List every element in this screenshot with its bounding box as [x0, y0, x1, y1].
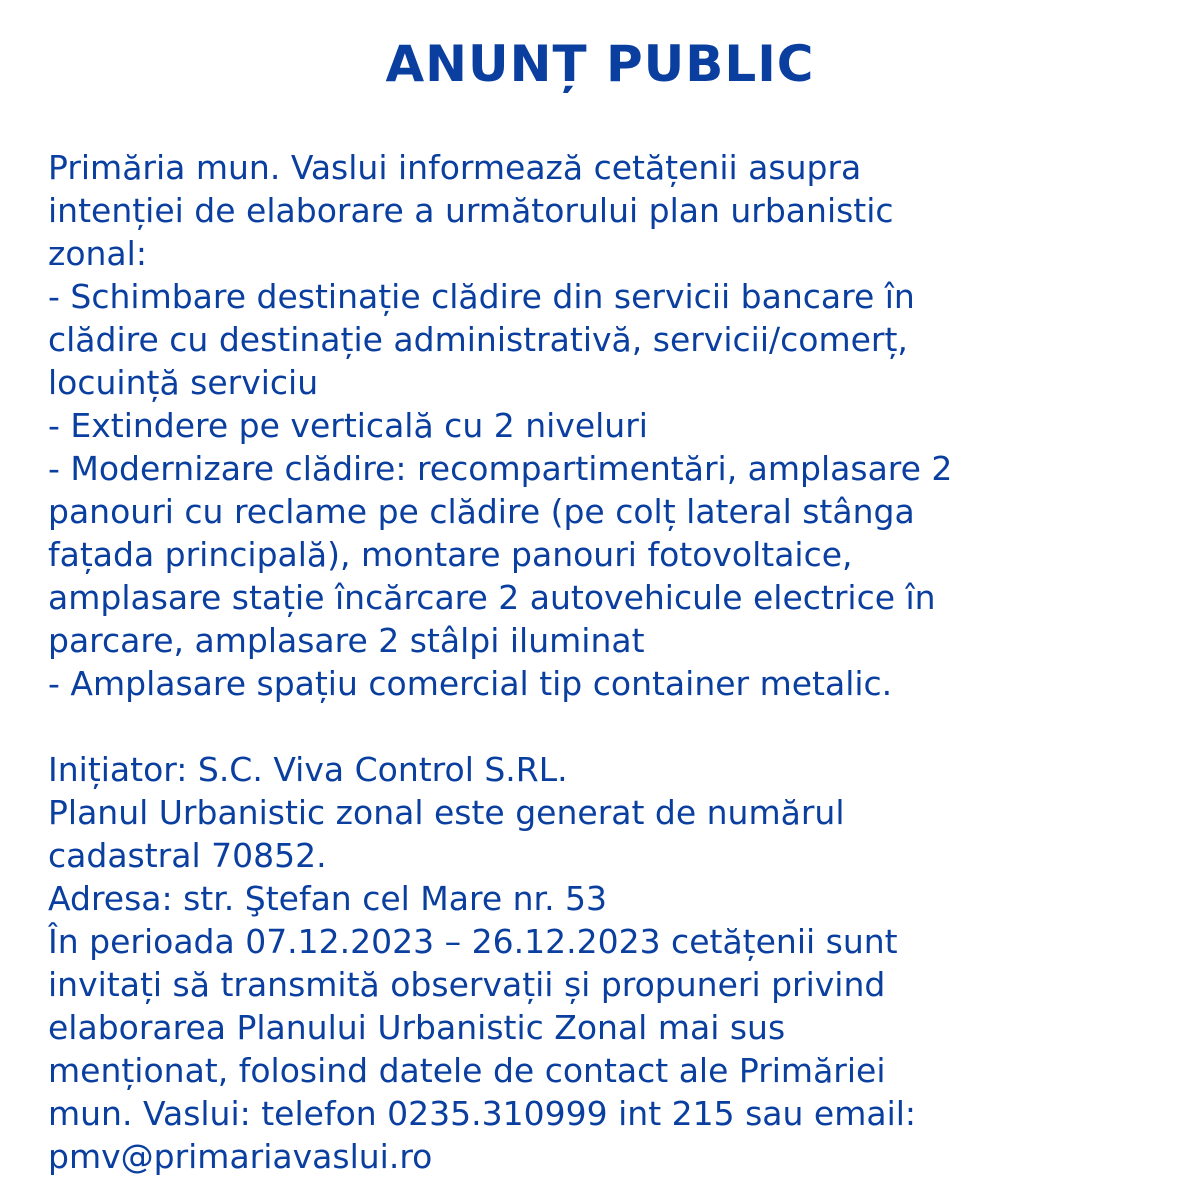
contact-email: pmv@primariavaslui.ro — [48, 1137, 433, 1176]
announcement-line: elaborarea Planului Urbanistic Zonal mai sus — [48, 1008, 786, 1047]
announcement-line: intenției de elaborare a următorului plan urbanistic — [48, 191, 894, 230]
initiator-line: Inițiator: S.C. Viva Control S.RL. — [48, 750, 568, 789]
announcement-intro-block — [48, 146, 1178, 705]
announcement-line: amplasare stație încărcare 2 autovehicule electrice în — [48, 578, 936, 617]
announcement-line: - Amplasare spațiu comercial tip container metalic. — [48, 664, 893, 703]
announcement-details-block — [48, 748, 1178, 1178]
announcement-title: ANUNȚ PUBLIC — [385, 35, 815, 93]
announcement-line: - Schimbare destinație clădire din servicii bancare în — [48, 277, 915, 316]
paragraph-gap — [48, 705, 1178, 748]
announcement-line: - Extindere pe verticală cu 2 niveluri — [48, 406, 648, 445]
announcement-line: Primăria mun. Vaslui informează cetățenii asupra — [48, 148, 862, 187]
announcement-line: fațada principală), montare panouri fotovoltaice, — [48, 535, 853, 574]
announcement-line: panouri cu reclame pe clădire (pe colț lateral stânga — [48, 492, 915, 531]
announcement-line: cadastral 70852. — [48, 836, 327, 875]
announcement-line: zonal: — [48, 234, 147, 273]
announcement-line: locuință serviciu — [48, 363, 319, 402]
announcement-line: parcare, amplasare 2 stâlpi iluminat — [48, 621, 645, 660]
announcement-body — [48, 146, 1178, 1178]
announcement-line: Planul Urbanistic zonal este generat de numărul — [48, 793, 845, 832]
address-line: Adresa: str. Ştefan cel Mare nr. 53 — [48, 879, 608, 918]
contact-phone-line: mun. Vaslui: telefon 0235.310999 int 215 sau email: — [48, 1094, 917, 1133]
announcement-line: clădire cu destinație administrativă, servicii/comerț, — [48, 320, 908, 359]
announcement-line: invitați să transmită observații și propuneri privind — [48, 965, 886, 1004]
announcement-line: menționat, folosind datele de contact ale Primăriei — [48, 1051, 886, 1090]
period-line: În perioada 07.12.2023 – 26.12.2023 cetățenii sunt — [48, 922, 898, 961]
announcement-line: - Modernizare clădire: recompartimentări, amplasare 2 — [48, 449, 953, 488]
